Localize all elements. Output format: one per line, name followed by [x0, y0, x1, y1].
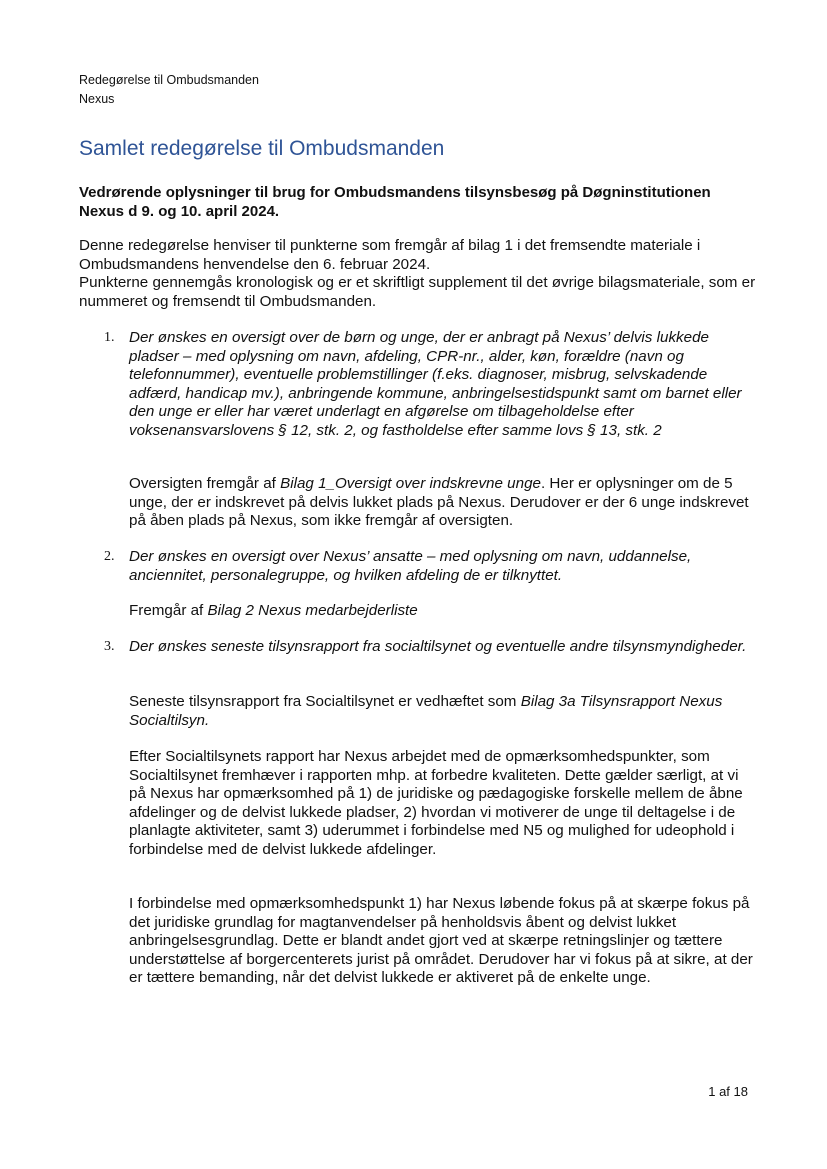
item-1-question: Der ønskes en oversigt over de børn og unge, der er anbragt på Nexus’ delvis lukkede pladser – med oplysning om navn, afdeling, CPR-nr., alder, køn, forældre (navn og telefonnummer), eventuelle problemstillinger (f.eks. diagnoser, misbrug, selvskadende adfærd, handicap mv.), anbringende kommune, anbringelsestidspunkt samt om barnet eller den unge er eller har været underlagt en afgørelse om tilbageholdelse efter voksenansvarslovens § 12, stk. 2, og fastholdelse efter samme lovs § 13, stk. 2	[129, 329, 742, 439]
item-3-paragraph-2: Efter Socialtilsynets rapport har Nexus arbejdet med de opmærksomhedspunkter, som Socialtilsynet fremhæver i rapporten mhp. at forbedre kvaliteten. Dette gælder særligt, at vi på Nexus har opmærksomhed på 1) de juridiske og pædagogiske forskelle mellem de åbne afdelinger og de delvist lukkede pladser, 2) hvordan vi motiverer de unge til deltagelse i de planlagte aktiviteter, samt 3) uderummet i forbindelse med N5 og mulighed for udeophold i forbindelse med de delvist lukkede afdelinger.	[129, 748, 743, 858]
item-3-answer-reference: Bilag 3a Tilsynsrapport Nexus Socialtilsyn.	[129, 693, 723, 729]
intro	[79, 237, 759, 311]
item-3-answer	[129, 693, 759, 730]
header-doc-title: Redegørelse til Ombudsmanden	[79, 73, 259, 87]
page-number: 1 af 18	[708, 1084, 748, 1099]
item-1-answer-pre: Oversigten fremgår af	[129, 475, 281, 492]
item-2-answer-reference: Bilag 2 Nexus medarbejderliste	[207, 602, 418, 619]
item-2-question: Der ønskes en oversigt over Nexus’ ansatte – med oplysning om navn, uddannelse, anciennitet, personalegruppe, og hvilken afdeling de er tilknyttet.	[129, 548, 692, 584]
intro-paragraph-1: Denne redegørelse henviser til punkterne som fremgår af bilag 1 i det fremsendte materiale i Ombudsmandens henvendelse den 6. februar 2024.	[79, 237, 701, 273]
item-1-answer	[129, 475, 759, 531]
item-3-paragraph-3: I forbindelse med opmærksomhedspunkt 1) har Nexus løbende fokus på at skærpe fokus på det juridiske grundlag for magtanvendelser på henholdsvis åbent og delvist lukket anbringelsesgrundlag. Dette er blandt andet gjort ved at skærpe retningslinjer og tættere understøttelse af borgercenterets jurist på området. Derudover har vi fokus på at sikre, at der er tættere bemanding, når det delvist lukkede er aktiveret på de enkelte unge.	[129, 895, 753, 986]
item-1-answer-reference: Bilag 1_Oversigt over indskrevne unge	[280, 475, 541, 492]
item-3-answer-pre: Seneste tilsynsrapport fra Socialtilsynet er vedhæftet som	[129, 693, 521, 710]
item-3-question: Der ønskes seneste tilsynsrapport fra socialtilsynet og eventuelle andre tilsynsmyndigheder.	[129, 638, 747, 655]
item-2-answer-pre: Fremgår af	[129, 602, 208, 619]
header-org-name: Nexus	[79, 92, 115, 106]
item-2-answer	[129, 602, 759, 621]
item-1-number: 1.	[104, 330, 115, 345]
page-title: Samlet redegørelse til Ombudsmanden	[79, 137, 445, 160]
item-1-answer-post: . Her er oplysninger om de 5 unge, der er indskrevet på delvis lukket plads på Nexus. Derudover er der 6 unge indskrevet på åben plads på Nexus, som ikke fremgår af oversigten.	[129, 475, 749, 529]
item-2-number: 2.	[104, 549, 115, 564]
item-3-number: 3.	[104, 639, 115, 654]
document-header	[79, 71, 259, 109]
subtitle: Vedrørende oplysninger til brug for Ombudsmandens tilsynsbesøg på Døgninstitutionen Nexus d 9. og 10. april 2024.	[79, 184, 711, 220]
intro-paragraph-2: Punkterne gennemgås kronologisk og er et skriftligt supplement til det øvrige bilagsmateriale, som er nummeret og fremsendt til Ombudsmanden.	[79, 274, 756, 310]
